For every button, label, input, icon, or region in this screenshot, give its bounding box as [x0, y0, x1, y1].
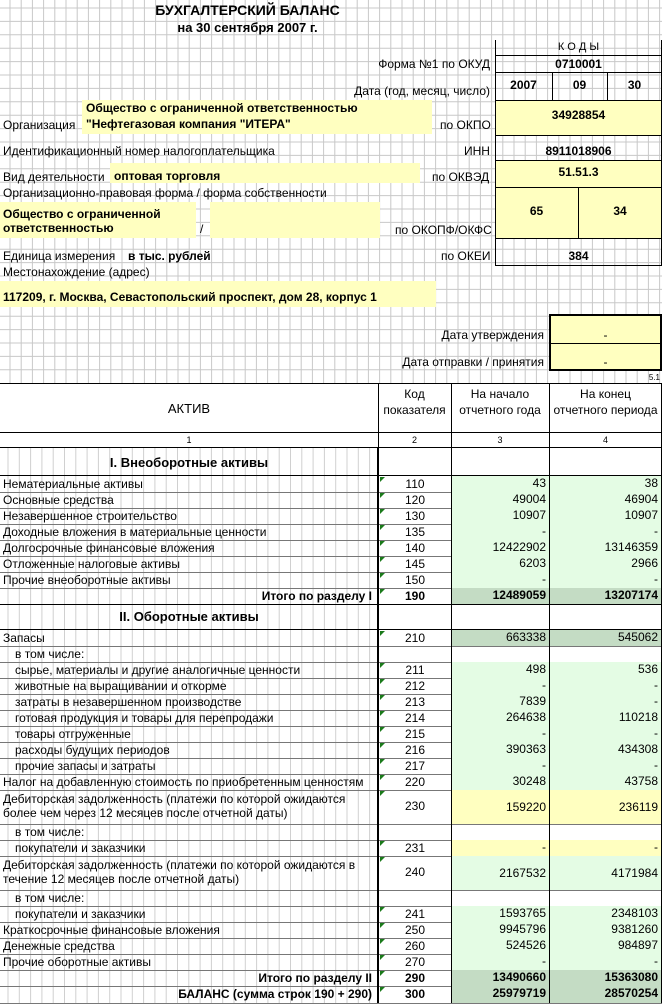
corner-mark: 5.1 — [648, 373, 660, 382]
row-label: Налог на добавленную стоимость по приобретенным ценностям — [3, 775, 364, 789]
row-code: 145 — [404, 557, 426, 571]
codes-label: К О Д Ы — [557, 41, 600, 53]
row-value-end[interactable]: - — [550, 726, 661, 742]
date-day[interactable]: 30 — [627, 78, 642, 92]
row-label: расходы будущих периодов — [15, 743, 170, 757]
row-value-begin[interactable]: 390363 — [452, 742, 549, 758]
row-value-end[interactable]: - — [550, 840, 661, 856]
form-code[interactable]: 0710001 — [555, 57, 602, 71]
column-number-1: 1 — [186, 435, 192, 445]
row-value-begin[interactable]: 498 — [452, 662, 549, 678]
section-heading-current: II. Оборотные активы — [119, 609, 259, 624]
column-number-3: 3 — [497, 435, 503, 445]
org-name-line1: Общество с ограниченной ответственностью — [86, 101, 358, 115]
date-year[interactable]: 2007 — [510, 78, 537, 92]
row-code: 217 — [404, 759, 426, 773]
column-header-end-1: На конец — [580, 387, 631, 401]
row-label: Нематериальные активы — [3, 477, 143, 491]
row-code: 150 — [404, 573, 426, 587]
row-code: 120 — [404, 493, 426, 507]
activity-value: оптовая торговля — [114, 169, 221, 183]
okved-label: по ОКВЭД — [432, 170, 490, 184]
row-code: 230 — [404, 799, 426, 813]
org-label: Организация — [3, 118, 76, 132]
okopf-label: по ОКОПФ/ОКФС — [395, 223, 492, 237]
inn-caption: Идентификационный номер налогоплательщика — [3, 144, 275, 158]
row-value-end[interactable]: 46904 — [550, 492, 661, 508]
row-value-end[interactable]: - — [550, 694, 661, 710]
row-code: 260 — [404, 939, 426, 953]
row-label: готовая продукция и товары для перепродажи — [15, 711, 274, 725]
row-code: 220 — [404, 775, 426, 789]
column-number-2: 2 — [411, 435, 417, 445]
row-value-end[interactable]: 13146359 — [550, 540, 661, 556]
row-value-begin[interactable]: 663338 — [452, 630, 549, 646]
row-code: 215 — [404, 727, 426, 741]
row-value-end[interactable]: 9381260 — [550, 922, 661, 938]
row-code: 216 — [404, 743, 426, 757]
row-value-end[interactable]: 2966 — [550, 556, 661, 572]
row-value-end[interactable]: 236119 — [550, 790, 661, 824]
row-value-begin[interactable]: - — [452, 758, 549, 774]
row-value-begin[interactable]: 7839 — [452, 694, 549, 710]
row-value-begin[interactable]: - — [452, 572, 549, 588]
row-label: Итого по разделу I — [261, 589, 372, 603]
row-label: покупатели и заказчики — [15, 841, 146, 855]
activity-label: Вид деятельности — [3, 170, 105, 184]
row-value-begin[interactable] — [452, 824, 549, 840]
row-label: Запасы — [3, 631, 45, 645]
row-code: 140 — [404, 541, 426, 555]
row-value-end[interactable] — [550, 890, 661, 906]
row-value-end[interactable] — [550, 824, 661, 840]
legal-form-caption: Организационно-правовая форма / форма собственности — [3, 186, 327, 200]
row-value-end[interactable]: 10907 — [550, 508, 661, 524]
row-value-end[interactable]: 536 — [550, 662, 661, 678]
row-value-end[interactable]: 984897 — [550, 938, 661, 954]
column-number-4: 4 — [602, 435, 608, 445]
row-value-end[interactable]: 4171984 — [550, 856, 661, 890]
row-label: Итого по разделу II — [258, 971, 372, 985]
row-value-begin[interactable]: 10907 — [452, 508, 549, 524]
row-code: 290 — [404, 971, 426, 985]
send-date-value: - — [603, 355, 608, 369]
row-value-begin[interactable]: - — [452, 840, 549, 856]
row-value-end[interactable]: 13207174 — [550, 588, 661, 604]
send-label: Дата отправки / принятия — [402, 355, 544, 369]
row-label: Долгосрочные финансовые вложения — [3, 541, 215, 555]
row-value-begin[interactable]: 159220 — [452, 790, 549, 824]
date-label: Дата (год, месяц, число) — [354, 84, 490, 98]
column-header-code-2: показателя — [383, 403, 446, 417]
row-label: в том числе: — [15, 891, 85, 905]
row-code: 241 — [404, 907, 426, 921]
address-caption: Местонахождение (адрес) — [3, 265, 150, 279]
row-label: Отложенные налоговые активы — [3, 557, 180, 571]
row-value-end[interactable]: 2348103 — [550, 906, 661, 922]
row-value-end[interactable]: 15363080 — [550, 970, 661, 986]
row-value-end[interactable]: 434308 — [550, 742, 661, 758]
row-code: 130 — [404, 509, 426, 523]
page-subtitle: на 30 сентября 2007 г. — [177, 20, 318, 35]
row-value-end[interactable]: 110218 — [550, 710, 661, 726]
row-value-begin[interactable]: 1593765 — [452, 906, 549, 922]
row-value-begin[interactable]: 264638 — [452, 710, 549, 726]
row-value-begin[interactable]: 12422902 — [452, 540, 549, 556]
row-value-end[interactable]: - — [550, 758, 661, 774]
column-header-end-2: отчетного периода — [553, 403, 658, 417]
row-value-end[interactable]: - — [550, 954, 661, 970]
row-code: 110 — [405, 477, 425, 491]
column-header-asset: АКТИВ — [167, 401, 211, 416]
legal-form-line2: ответственностью — [3, 221, 114, 235]
row-code: 270 — [404, 955, 426, 969]
okfs-code: 34 — [613, 204, 627, 218]
legal-form-line1: Общество с ограниченной — [3, 207, 161, 221]
row-label: в том числе: — [15, 825, 85, 839]
row-code: 231 — [404, 841, 426, 855]
okopf-code: 65 — [529, 204, 544, 218]
row-label: Дебиторская задолженность (платежи по которой ожидаются в течение 12 месяцев после отчетной даты) — [3, 858, 356, 886]
row-label: затраты в незавершенном производстве — [15, 695, 242, 709]
okved-code: 51.51.3 — [558, 165, 599, 179]
ownership-form-field[interactable] — [210, 202, 380, 238]
unit-value: в тыс. рублей — [128, 249, 211, 263]
row-value-end[interactable]: 43758 — [550, 774, 661, 790]
address-value: 117209, г. Москва, Севастопольский проспект, дом 28, корпус 1 — [3, 290, 377, 304]
row-value-begin[interactable]: 30248 — [452, 774, 549, 790]
okpo-code: 34928854 — [551, 108, 606, 122]
okei-code[interactable]: 384 — [568, 249, 589, 263]
row-label: Прочие внеоборотные активы — [3, 573, 171, 587]
row-value-end[interactable]: - — [550, 678, 661, 694]
okei-label: по ОКЕИ — [441, 249, 491, 263]
row-value-end[interactable]: 38 — [550, 476, 661, 492]
row-value-begin[interactable]: - — [452, 954, 549, 970]
row-value-begin[interactable] — [452, 890, 549, 906]
form-label: Форма №1 по ОКУД — [378, 57, 490, 71]
row-label: прочие запасы и затраты — [15, 759, 156, 773]
row-label: животные на выращивании и откорме — [15, 679, 227, 693]
row-label: покупатели и заказчики — [15, 907, 146, 921]
org-name-line2: "Нефтегазовая компания "ИТЕРА" — [86, 117, 291, 131]
row-value-begin[interactable]: 2167532 — [452, 856, 549, 890]
row-label: Прочие оборотные активы — [3, 955, 151, 969]
row-value-end[interactable]: 545062 — [550, 630, 661, 646]
column-header-begin-2: отчетного года — [459, 403, 541, 417]
row-code: 240 — [404, 865, 426, 879]
row-label: Незавершенное строительство — [3, 509, 177, 523]
row-value-end[interactable]: - — [550, 524, 661, 540]
okpo-label: по ОКПО — [440, 118, 491, 132]
date-month[interactable]: 09 — [572, 78, 587, 92]
row-label: Основные средства — [3, 493, 114, 507]
column-header-begin-1: На начало — [470, 387, 530, 401]
row-value-end[interactable] — [550, 646, 661, 662]
section-heading-noncurrent: I. Внеоборотные активы — [109, 455, 269, 470]
row-code: 210 — [404, 631, 426, 645]
row-label: Доходные вложения в материальные ценности — [3, 525, 267, 539]
column-header-code-1: Код — [404, 387, 425, 401]
unit-label: Единица измерения — [3, 249, 116, 263]
row-value-begin[interactable]: 524526 — [452, 938, 549, 954]
legal-form-slash: / — [200, 222, 204, 236]
row-value-begin[interactable]: 12489059 — [452, 588, 549, 604]
row-value-begin[interactable] — [452, 646, 549, 662]
row-value-begin[interactable]: 6203 — [452, 556, 549, 572]
row-label: сырье, материалы и другие аналогичные ценности — [15, 663, 301, 677]
row-value-begin[interactable]: - — [452, 726, 549, 742]
approve-label: Дата утверждения — [441, 328, 544, 342]
row-code: 212 — [404, 679, 426, 693]
row-code: 214 — [404, 711, 426, 725]
row-code: 250 — [404, 923, 426, 937]
row-value-begin[interactable]: 43 — [452, 476, 549, 492]
row-label: Краткосрочные финансовые вложения — [3, 923, 220, 937]
inn-code[interactable]: 8911018906 — [545, 144, 612, 158]
row-label: Денежные средства — [3, 939, 115, 953]
row-code: 211 — [405, 663, 425, 677]
row-value-begin[interactable]: 49004 — [452, 492, 549, 508]
row-value-end[interactable]: 28570254 — [550, 986, 661, 1003]
row-label: в том числе: — [15, 647, 85, 661]
row-value-begin[interactable]: 9945796 — [452, 922, 549, 938]
row-code: 300 — [404, 987, 426, 1001]
row-value-begin[interactable]: 13490660 — [452, 970, 549, 986]
row-label: Дебиторская задолженность (платежи по которой ожидаются более чем через 12 месяцев после отчетной даты) — [3, 792, 346, 820]
row-code: 135 — [404, 525, 426, 539]
row-value-begin[interactable]: - — [452, 678, 549, 694]
page-title: БУХГАЛТЕРСКИЙ БАЛАНС — [155, 2, 340, 18]
row-value-end[interactable]: - — [550, 572, 661, 588]
approve-date-value: - — [603, 328, 608, 342]
row-code: 190 — [404, 589, 426, 603]
row-label: БАЛАНС (сумма строк 190 + 290) — [178, 987, 372, 1001]
row-value-begin[interactable]: - — [452, 524, 549, 540]
row-label: товары отгруженные — [15, 727, 131, 741]
row-code: 213 — [404, 695, 426, 709]
row-value-begin[interactable]: 25979719 — [452, 986, 549, 1003]
inn-label: ИНН — [464, 144, 490, 158]
